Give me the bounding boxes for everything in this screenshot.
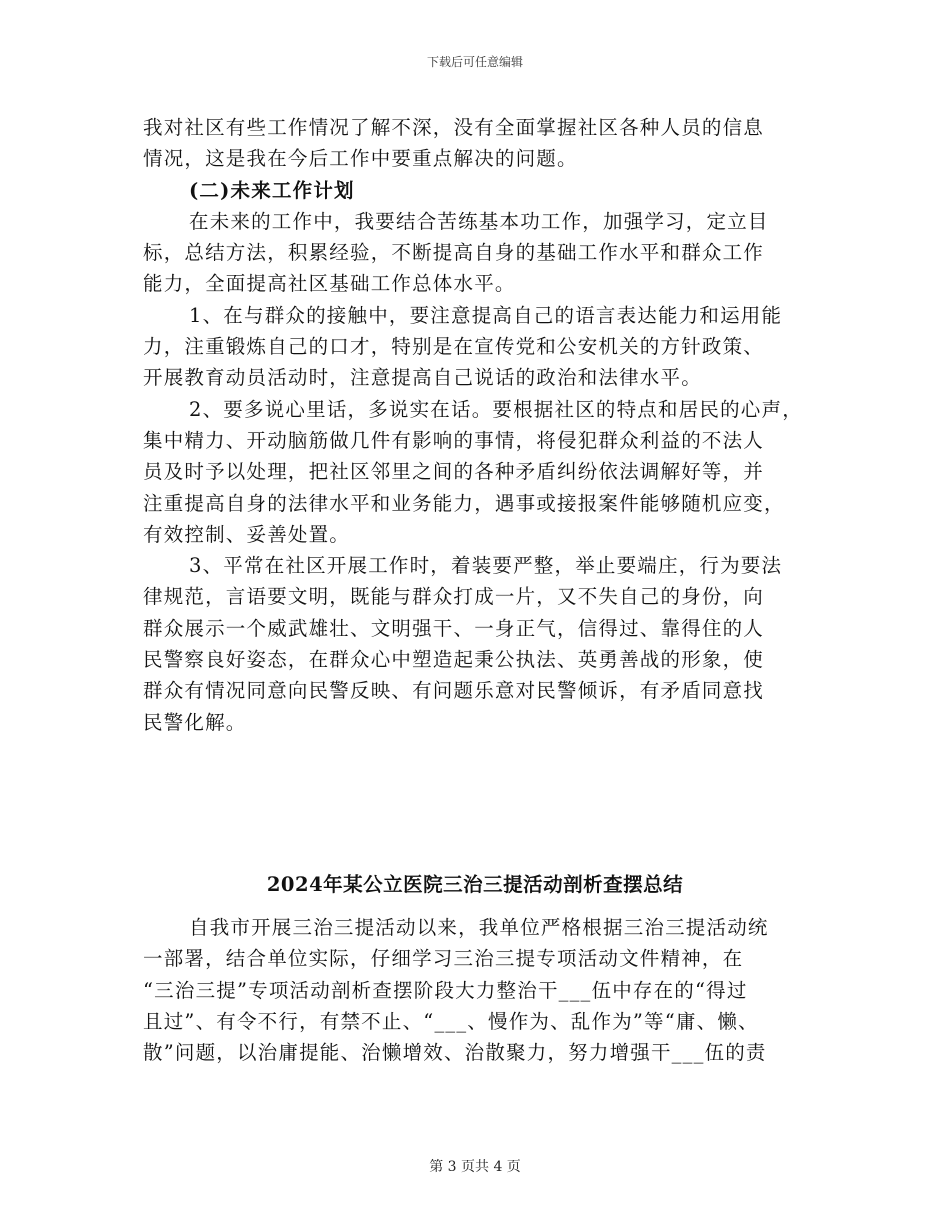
section-subheading: (二)未来工作计划 xyxy=(189,178,355,202)
body-line: 自我市开展三治三提活动以来，我单位严格根据三治三提活动统 xyxy=(189,916,769,939)
document-title: 2024年某公立医院三治三提活动剖析查摆总结 xyxy=(266,873,684,896)
body-line: 散”问题，以治庸提能、治懒增效、治散聚力，努力增强干___伍的责 xyxy=(143,1041,767,1065)
body-line: 民警化解。 xyxy=(143,710,247,734)
body-line: 群众展示一个威武雄壮、文明强干、一身正气，信得过、靠得住的人 xyxy=(143,616,765,640)
body-line: 且过”、有令不行，有禁不止、“___、慢作为、乱作为”等“庸、懒、 xyxy=(143,1009,759,1033)
body-line: 员及时予以处理，把社区邻里之间的各种矛盾纠纷依法调解好等，并 xyxy=(143,460,765,484)
body-line: 开展教育动员活动时，注意提高自己说话的政治和法律水平。 xyxy=(143,366,702,390)
body-line: 一部署，结合单位实际，仔细学习三治三提专项活动文件精神，在 xyxy=(143,947,744,971)
list-item-2: 2、要多说心里话，多说实在话。要根据社区的特点和居民的心声， xyxy=(189,397,803,421)
document-body-2 xyxy=(143,912,833,1068)
list-item-3: 3、平常在社区开展工作时，着装要严整，举止要端庄，行为要法 xyxy=(189,554,783,578)
body-line: 标，总结方法，积累经验，不断提高自身的基础工作水平和群众工作 xyxy=(143,241,765,265)
list-item-1: 1、在与群众的接触中，要注意提高自己的语言表达能力和运用能 xyxy=(189,303,783,327)
body-line: 注重提高自身的法律水平和业务能力，遇事或接报案件能够随机应变， xyxy=(143,491,785,515)
body-line: 我对社区有些工作情况了解不深，没有全面掌握社区各种人员的信息 xyxy=(143,116,765,139)
body-line: 情况，这是我在今后工作中要重点解决的问题。 xyxy=(143,147,578,171)
body-line: 律规范，言语要文明，既能与群众打成一片，又不失自己的身份，向 xyxy=(143,585,765,609)
page-header: 下载后可任意编辑 xyxy=(426,55,523,69)
body-line: 群众有情况同意向民警反映、有问题乐意对民警倾诉，有矛盾同意找 xyxy=(143,679,765,703)
body-line: 有效控制、妥善处置。 xyxy=(143,522,351,546)
body-line: 在未来的工作中，我要结合苦练基本功工作，加强学习，定立目 xyxy=(189,209,769,233)
body-line: 力，注重锻炼自己的口才，特别是在宣传党和公安机关的方针政策、 xyxy=(143,335,765,359)
body-line: 能力，全面提高社区基础工作总体水平。 xyxy=(143,272,516,296)
body-line: 民警察良好姿态，在群众心中塑造起秉公执法、英勇善战的形象，使 xyxy=(143,648,765,672)
body-line: 集中精力、开动脑筋做几件有影响的事情，将侵犯群众利益的不法人 xyxy=(143,428,765,452)
document-body xyxy=(143,112,833,738)
page-footer: 第 3 页共 4 页 xyxy=(429,1159,521,1175)
body-line: “三治三提”专项活动剖析查摆阶段大力整治干___伍中存在的“得过 xyxy=(143,978,748,1002)
